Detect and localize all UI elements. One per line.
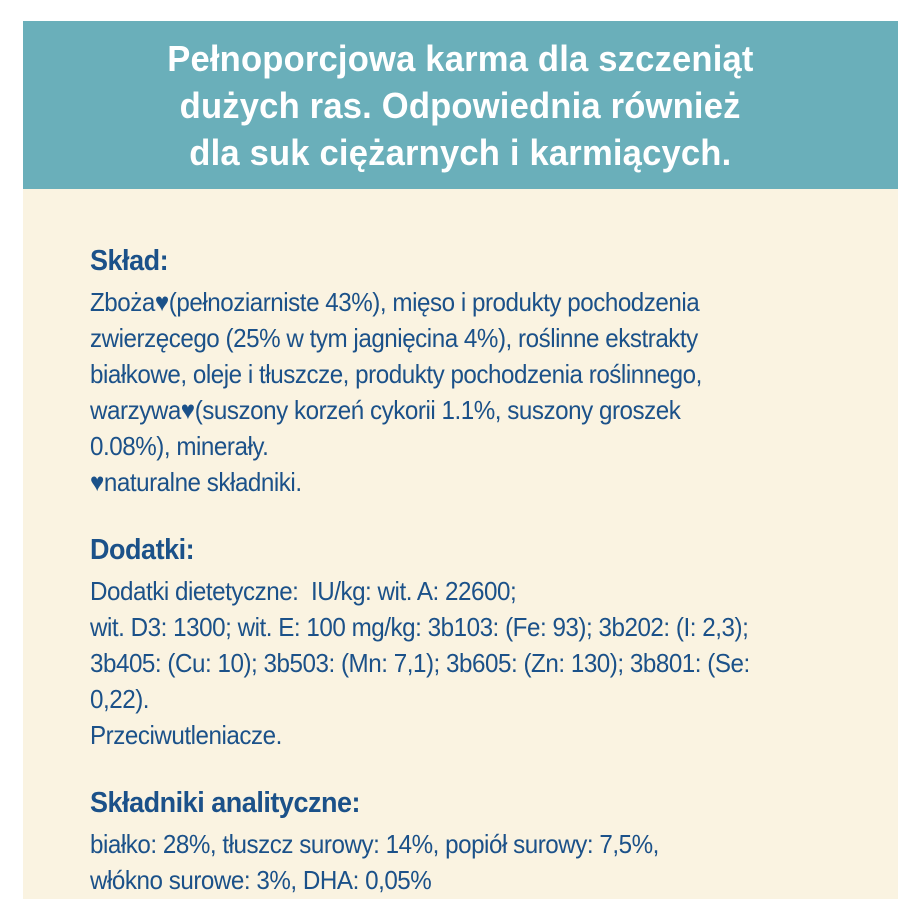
text-line: warzywa♥(suszony korzeń cykorii 1.1%, suszony groszek — [90, 395, 681, 425]
header-line: Pełnoporcjowa karma dla szczeniąt — [167, 37, 754, 79]
section-sklad — [90, 244, 819, 500]
header-line: dla suk ciężarnych i karmiących. — [189, 131, 732, 173]
section-heading: Składniki analityczne: — [90, 787, 361, 819]
header-line: dużych ras. Odpowiednia również — [180, 84, 741, 126]
text-line: Dodatki dietetyczne: IU/kg: wit. A: 22600; — [90, 576, 517, 606]
text-line: zwierzęcego (25% w tym jagnięcina 4%), roślinne ekstrakty — [90, 323, 698, 353]
text-line: białko: 28%, tłuszcz surowy: 14%, popiół surowy: 7,5%, — [90, 829, 659, 859]
info-panel — [23, 189, 898, 899]
text-line: 0,22). — [90, 684, 150, 714]
text-line: wit. D3: 1300; wit. E: 100 mg/kg: 3b103: (Fe: 93); 3b202: (I: 2,3); — [90, 612, 749, 642]
text-line: Zboża♥(pełnoziarniste 43%), mięso i produkty pochodzenia — [90, 287, 700, 317]
info-panel-text — [90, 244, 819, 898]
text-line: 3b405: (Cu: 10); 3b503: (Mn: 7,1); 3b605: (Zn: 130); 3b801: (Se: — [90, 648, 750, 678]
text-line: białkowe, oleje i tłuszcze, produkty pochodzenia roślinnego, — [90, 359, 702, 389]
section-heading: Dodatki: — [90, 534, 195, 566]
section-dodatki — [90, 533, 819, 753]
text-line: włókno surowe: 3%, DHA: 0,05% — [90, 865, 432, 895]
header-banner — [23, 21, 898, 189]
text-line: Przeciwutleniacze. — [90, 720, 282, 750]
footnote-line: ♥naturalne składniki. — [90, 467, 302, 497]
section-skladniki-analityczne — [90, 786, 819, 898]
section-heading: Skład: — [90, 245, 169, 277]
text-line: 0.08%), minerały. — [90, 431, 269, 461]
product-label — [23, 21, 898, 899]
